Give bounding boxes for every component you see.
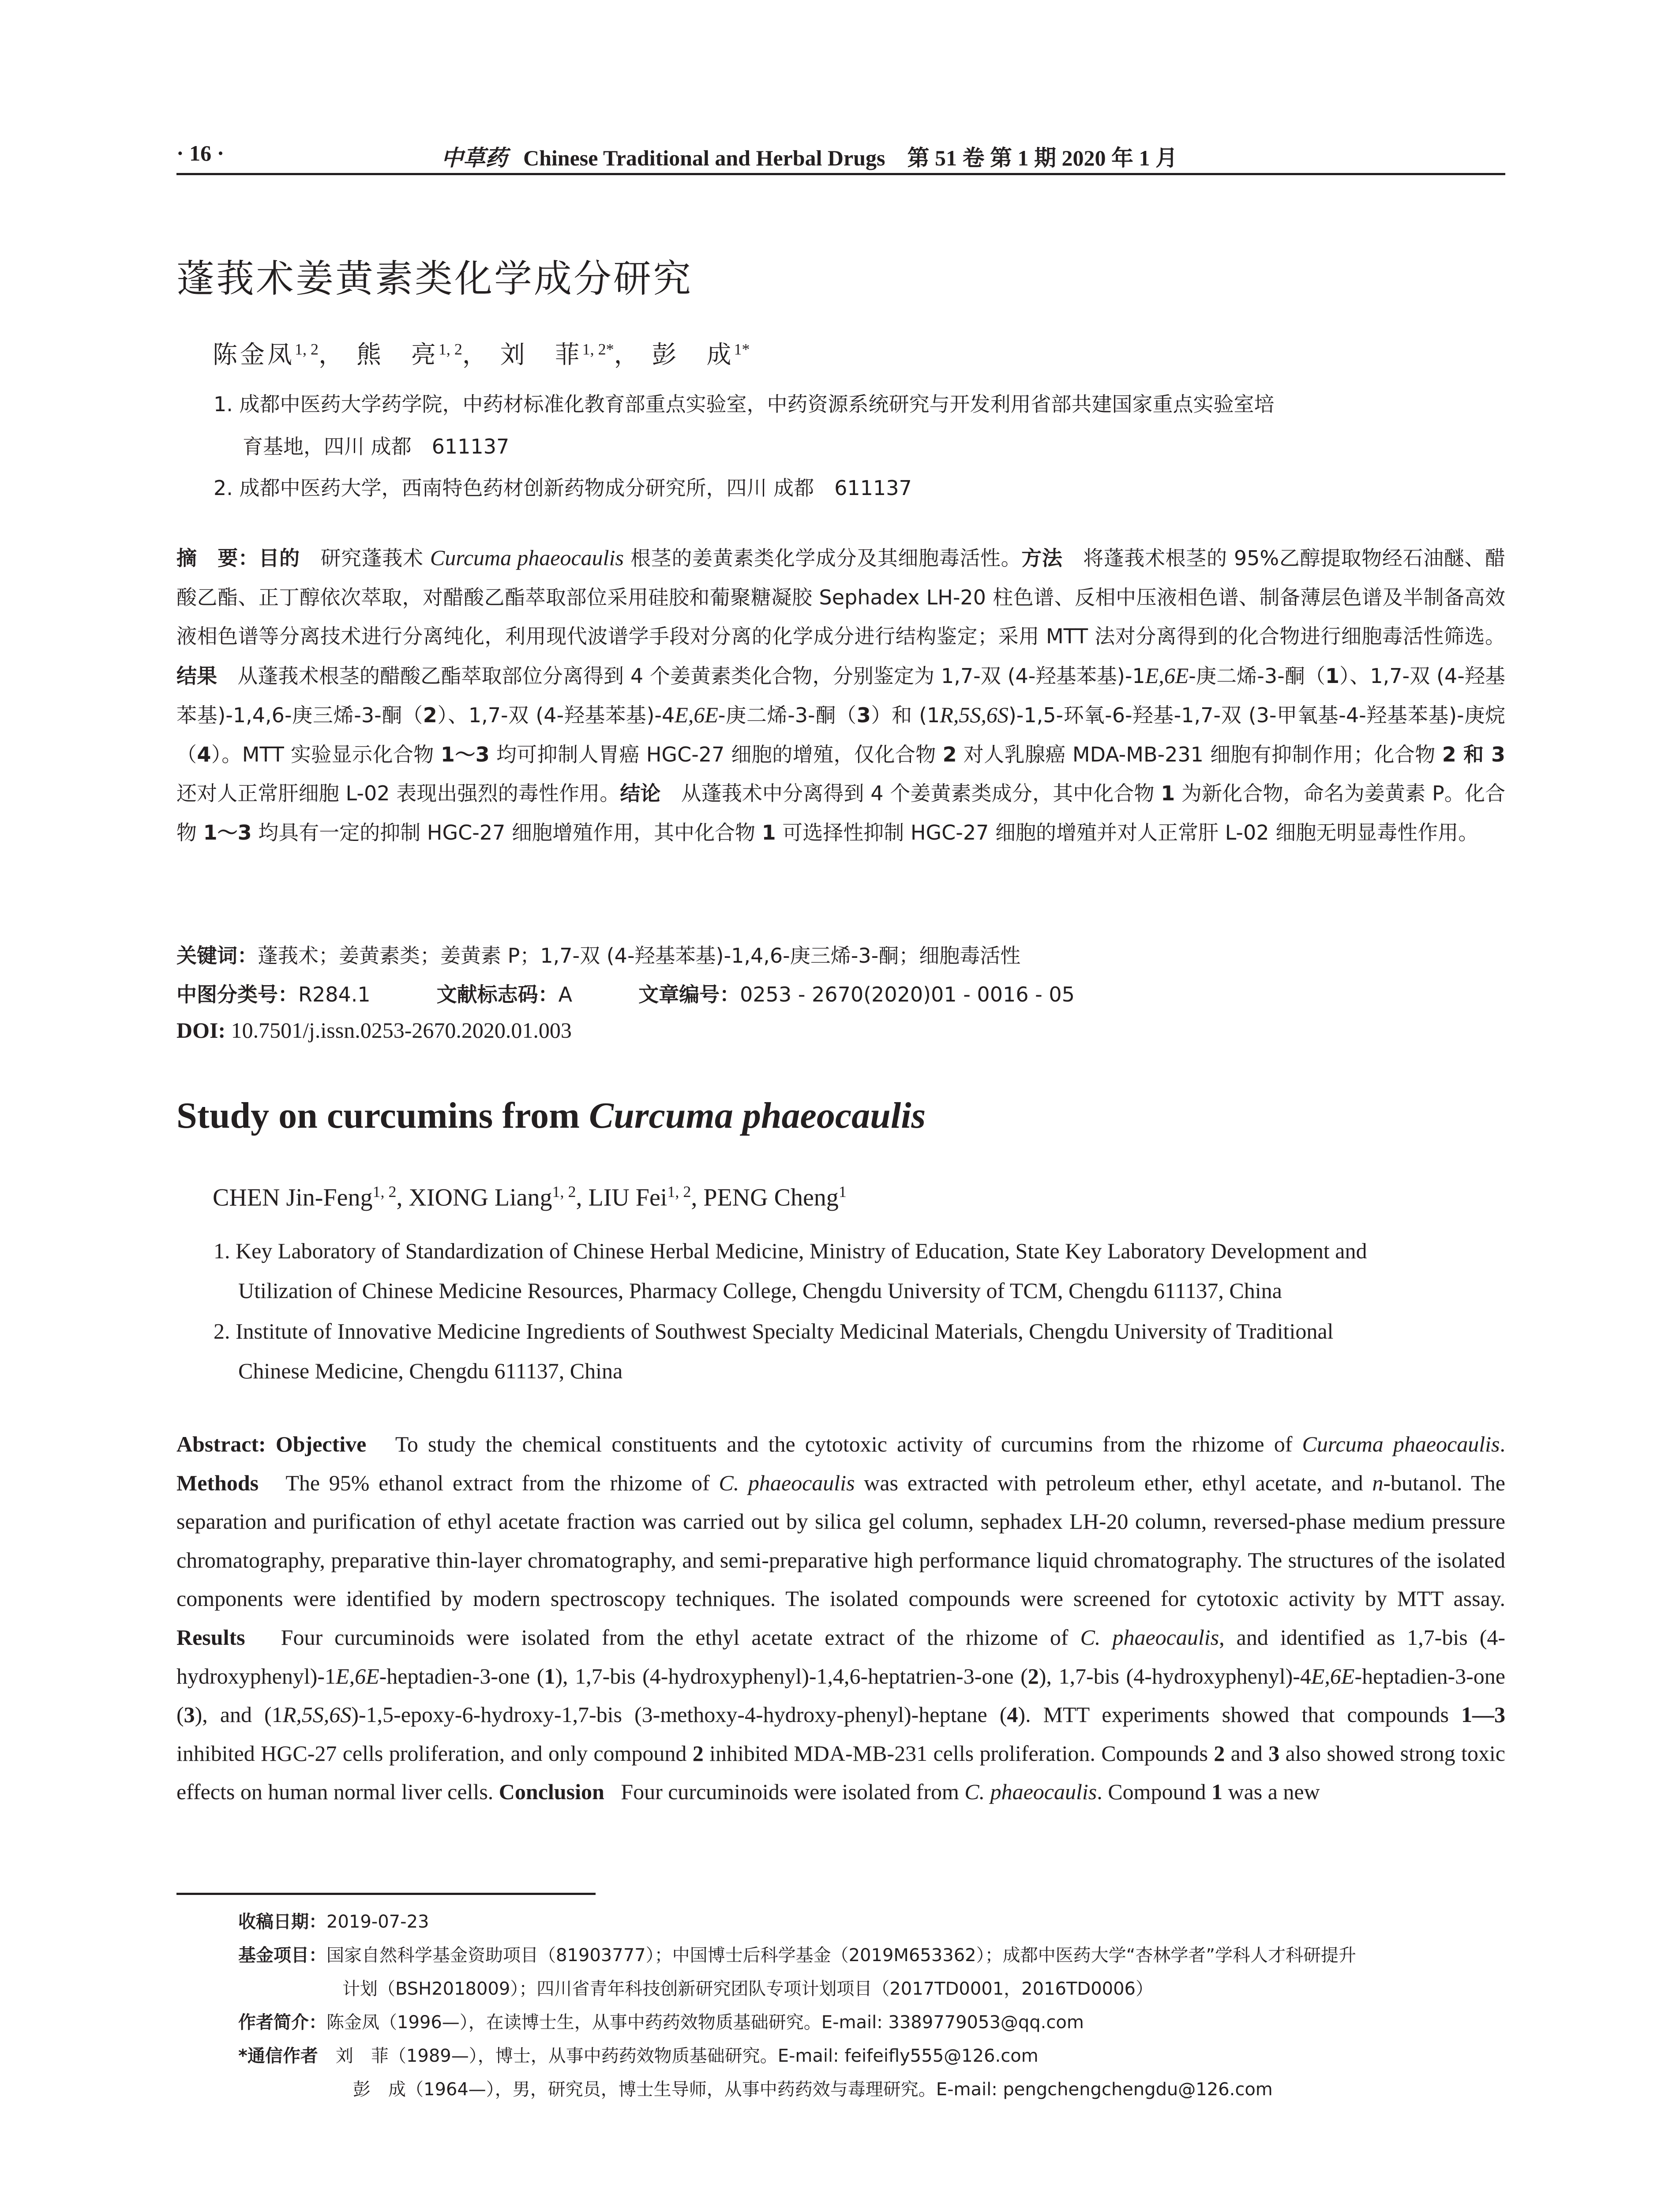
author-affiliation-marker: 1, 2 [372,1183,397,1201]
abstract-text: ）和 (1 [870,703,940,727]
abstract-text: ), and (1 [195,1702,283,1727]
abstract-text: was extracted with petroleum ether, ethyl acetate, and [855,1470,1372,1495]
english-abstract: Abstract: Objective To study the chemical constituents and the cytotoxic activity of curcumins from the rhizome of Curcuma phaeocaulis. Methods The 95% ethanol extract from the rhizome of C. phaeocaulis was extracted with petroleum ether, ethyl acetate, and n-butanol. The separation and purification of ethyl acetate fraction was carried out by silica gel column, sephadex LH-20 column, reversed-phase medium pressure chromatography, preparative thin-layer chromatography, and semi-preparative high performance liquid chromatography. The structures of the isolated components were identified by modern spectroscopy techniques. The isolated compounds were screened for cytotoxic activity by MTT assay. Results Four curcuminoids were isolated from the ethyl acetate extract of the rhizome of C. phaeocaulis, and identified as 1,7-bis (4-hydroxyphenyl)-1E,6E-heptadien-3-one (1), 1,7-bis (4-hydroxyphenyl)-1,4,6-heptatrien-3-one (2), 1,7-bis (4-hydroxyphenyl)-4E,6E-heptadien-3-one (3), and (1R,5S,6S)-1,5-epoxy-6-hydroxy-1,7-bis (3-methoxy-4-hydroxy-phenyl)-heptane (4). MTT experiments showed that compounds 1—3 inhibited HGC-27 cells proliferation, and only compound 2 inhibited MDA-MB-231 cells proliferation. Compounds 2 and 3 also showed strong toxic effects on human normal liver cells. Conclusion Four curcuminoids were isolated from C. phaeocaulis. Compound 1 was a new [176,1432,1505,1805]
abstract-text: 从蓬莪术根茎的醋酸乙酯萃取部位分离得到 4 个姜黄素类化合物，分别鉴定为 1,7-双 (4-羟基苯基)-1 [237,664,1145,688]
conclusion-label: Conclusion [499,1779,604,1805]
doc-code-value: A [558,983,573,1006]
compound-number: 2 [1028,1663,1039,1688]
compound-range: 1～3 [203,820,252,844]
species-name: C. phaeocaulis [1080,1624,1219,1650]
chinese-keywords [176,940,1020,969]
doi-line [176,1017,572,1043]
compound-number: 2 [692,1741,704,1766]
abstract-text: 均具有一定的抑制 HGC-27 细胞增殖作用，其中化合物 [251,820,762,844]
running-header [176,140,1505,171]
compound-number: 2 和 3 [1442,742,1506,766]
author-name: 陈金凤 [213,341,295,369]
results-label: Results [176,1624,245,1650]
abstract-text: 对人乳腺癌 MDA-MB-231 细胞有抑制作用；化合物 [956,742,1442,766]
author-name: LIU Fei [588,1184,668,1212]
abstract-text: -heptadien-3-one ( [176,1663,1505,1727]
objective-label: Objective [275,1432,367,1456]
received-label: 收稿日期： [238,1912,326,1932]
english-affiliation-2 [214,1311,1506,1391]
compound-number: 3 [184,1702,195,1727]
author-separator: ， [319,341,346,369]
title-species: Curcuma phaeocaulis [589,1095,926,1136]
compound-number: 2 [942,742,957,766]
corresponding-author-2: 彭 成（1964—），男，研究员，博士生导师，从事中药药效与毒理研究。E-mail: pengchengchengdu@126.com [353,2079,1273,2100]
stereo-descriptor: E,6E [336,1663,379,1688]
abstract-text: 将蓬莪术根茎的 95%乙醇提取物经石油醚、醋酸乙酯、正丁醇依次萃取，对醋酸乙酯萃取部位采用硅胶和葡聚糖凝胶 Sephadex LH-20 柱色谱、反相中压液相色谱、制备薄层色谱及半制备高效液相色谱等分离技术进行分离纯化，利用现代波谱学手段对分离的化学成分进行结构鉴定；采用 MTT 法对分离得到的化合物进行细胞毒活性筛选。 [176,546,1506,648]
abstract-text: ）。MTT 实验显示化合物 [211,742,441,766]
abstract-text: -庚二烯-3-酮（ [718,703,857,727]
author-affiliation-marker: 1, 2 [552,1183,576,1201]
chinese-affiliation-1 [214,383,1506,468]
abstract-text: )-1,5-epoxy-6-hydroxy-1,7-bis (3-methoxy-4-hydroxy-phenyl)-heptane ( [351,1702,1007,1727]
methods-label: 方法 [1021,546,1063,570]
species-name: Curcuma phaeocaulis [430,545,624,570]
compound-number: 1 [1211,1779,1222,1805]
abstract-text: The 95% ethanol extract from the rhizome of [285,1470,719,1495]
english-affiliation-1 [214,1231,1506,1310]
affiliation-line: 育基地，四川 成都 611137 [243,435,510,458]
n-prefix: n [1372,1470,1384,1495]
author-bio [238,2006,1084,2039]
abstract-text: and [1225,1741,1269,1766]
abstract-label: 摘 要： [176,546,259,570]
author-name: PENG Cheng [703,1184,839,1212]
objective-label: 目的 [259,546,300,570]
author-affiliation-marker: 1 [838,1183,847,1201]
compound-number: 1 [1161,781,1175,805]
abstract-text: ), 1,7-bis (4-hydroxyphenyl)-4 [1039,1663,1311,1688]
abstract-label: Abstract: [176,1432,266,1456]
affiliation-line: Chinese Medicine, Chengdu 611137, China [238,1358,623,1383]
abstract-text: 为新化合物，命名为姜黄素 P。化合物 [176,781,1506,844]
corresponding-label: *通信作者 [238,2046,318,2066]
abstract-text: 研究蓬莪术 [320,546,430,570]
abstract-text: 均可抑制人胃癌 HGC-27 细胞的增殖，仅化合物 [489,742,943,766]
class-label: 中图分类号： [176,983,298,1006]
author-separator: , [691,1184,704,1212]
author-separator: , [576,1184,589,1212]
corresponding-author-1 [238,2039,1039,2073]
author-affiliation-marker: 1, 2 [667,1183,691,1201]
received-date [238,1905,429,1939]
abstract-text: Four curcuminoids were isolated from [621,1779,965,1805]
author-affiliation-marker: 1* [734,340,750,358]
abstract-text: -庚二烯-3-酮（ [1189,664,1326,688]
abstract-text: also showed strong toxic effects on human normal liver cells. [176,1741,1505,1805]
author-separator: , [396,1184,409,1212]
author-bio-text: 陈金凤（1996—），在读博士生，从事中药药效物质基础研究。E-mail: 3389779053@qq.com [326,2012,1084,2033]
stereo-descriptor: R,5S,6S [940,702,1009,727]
author-affiliation-marker: 1, 2 [438,340,462,358]
doi-label: DOI: [176,1018,226,1043]
received-value: 2019-07-23 [326,1912,429,1932]
author-separator: ， [614,341,641,369]
author-name: 刘 菲 [500,341,582,369]
doc-code-label: 文献标志码： [436,983,559,1006]
funding-note [238,1939,1504,2006]
abstract-text: ）、1,7-双 (4-羟基苯基)-4 [437,703,675,727]
stereo-descriptor: E,6E [1145,663,1189,688]
abstract-text: 可选择性抑制 HGC-27 细胞的增殖并对人正常肝 L-02 细胞无明显毒性作用。 [776,820,1479,844]
methods-label: Methods [176,1470,259,1495]
abstract-text: ). MTT experiments showed that compounds [1018,1702,1461,1727]
abstract-text: , and identified as 1,7-bis (4-hydroxyphenyl)-1 [176,1624,1505,1688]
affiliation-line: 1. Key Laboratory of Standardization of Chinese Herbal Medicine, Ministry of Education, State Key Laboratory Development and [214,1238,1367,1263]
compound-range: 1—3 [1461,1702,1505,1727]
results-label: 结果 [176,664,218,688]
fund-text: 计划（BSH2018009）；四川省青年科技创新研究团队专项计划项目（2017TD0001，2016TD0006） [342,1979,1154,1999]
author-name: 熊 亮 [356,341,439,369]
affiliation-line: 1. 成都中医药大学药学院，中药材标准化教育部重点实验室，中药资源系统研究与开发利用省部共建国家重点实验室培 [214,392,1275,416]
page-number: · 16 · [176,141,225,165]
abstract-text: ）、1,7-双 (4-羟基苯基)-1,4,6-庚三烯-3-酮（ [176,664,1506,727]
author-separator: ， [462,341,490,369]
compound-number: 4 [1007,1702,1018,1727]
keywords-label: 关键词： [176,944,258,968]
author-name: XIONG Liang [409,1184,552,1212]
fund-text: 国家自然科学基金资助项目（81903777）；中国博士后科学基金（2019M653362）；成都中医药大学“杏林学者”学科人才科研提升 [326,1945,1357,1966]
species-name: C. phaeocaulis [964,1779,1097,1805]
abstract-text: 从蓬莪术中分离得到 4 个姜黄素类成分，其中化合物 [681,781,1161,805]
compound-number: 3 [1268,1741,1280,1766]
abstract-text: -butanol. The separation and purification of ethyl acetate fraction was carried out by silica gel column, sephadex LH-20 column, reversed-phase medium pressure chromatography, preparative thin-layer chromatography, and semi-preparative high performance liquid chromatography. The structures of the isolated components were identified by modern spectroscopy techniques. The isolated compounds were screened for cytotoxic activity by MTT assay. [176,1470,1505,1611]
affiliation-line: Utilization of Chinese Medicine Resources, Pharmacy College, Chengdu University of TCM, Chengdu 611137, China [238,1278,1282,1303]
abstract-text: To study the chemical constituents and the cytotoxic activity of curcumins from the rhizome of [395,1432,1302,1456]
doi-value[interactable]: 10.7501/j.issn.0253-2670.2020.01.003 [225,1018,572,1043]
compound-number: 1 [1325,664,1340,688]
english-authors [213,1182,847,1212]
author-affiliation-marker: 1, 2 [295,340,319,358]
stereo-descriptor: R,5S,6S [282,1702,352,1727]
compound-number: 1 [544,1663,555,1688]
keywords-text: 蓬莪术；姜黄素类；姜黄素 P；1,7-双 (4-羟基苯基)-1,4,6-庚三烯-3-酮；细胞毒活性 [258,944,1021,968]
stereo-descriptor: E,6E [675,702,718,727]
affiliation-line: 2. 成都中医药大学，西南特色药材创新药物成分研究所，四川 成都 611137 [214,476,912,500]
compound-range: 1～3 [440,742,490,766]
compound-number: 2 [423,703,437,727]
class-value: R284.1 [298,983,371,1006]
chinese-affiliation-2 [214,467,1506,509]
compound-number: 1 [761,820,776,844]
article-number-label: 文章编号： [638,983,740,1006]
journal-brand: 中草药 [441,145,507,171]
author-name: 彭 成 [652,341,734,369]
abstract-text: Four curcuminoids were isolated from the ethyl acetate extract of the rhizome of [281,1624,1080,1650]
abstract-text: inhibited MDA-MB-231 cells proliferation. Compounds [703,1741,1214,1766]
fund-label: 基金项目： [238,1945,326,1966]
title-text: Study on curcumins from [176,1095,589,1136]
abstract-text: 还对人正常肝细胞 L-02 表现出强烈的毒性作用。 [176,781,620,805]
header-rule [176,173,1505,175]
abstract-text: )-1,5-环氧-6-羟基-1,7-双 (3-甲氧基-4-羟基苯基)-庚烷（ [176,703,1505,766]
abstract-text: ), 1,7-bis (4-hydroxyphenyl)-1,4,6-heptatrien-3-one ( [555,1663,1028,1688]
species-name: C. phaeocaulis [719,1470,855,1495]
article-number-value: 0253 - 2670(2020)01 - 0016 - 05 [740,983,1075,1006]
chinese-abstract [176,538,1505,852]
abstract-text: 根茎的姜黄素类化学成分及其细胞毒活性。 [623,546,1022,570]
author-bio-label: 作者简介： [238,2012,326,2033]
footnote-rule [176,1893,596,1895]
author-name: CHEN Jin-Feng [213,1184,373,1212]
affiliation-line: 2. Institute of Innovative Medicine Ingredients of Southwest Specialty Medicinal Materials, Chengdu University of Traditional [214,1319,1334,1343]
abstract-text: was a new [1222,1779,1320,1805]
author-affiliation-marker: 1, 2* [582,340,614,358]
conclusion-label: 结论 [620,781,661,805]
abstract-text: . Compound [1097,1779,1211,1805]
classification-line [176,979,1075,1008]
compound-number: 4 [197,742,211,766]
stereo-descriptor: E,6E [1311,1663,1355,1688]
corresponding-text: 刘 菲（1989—），博士，从事中药药效物质基础研究。E-mail: feifeifly555@126.com [318,2046,1039,2066]
compound-number: 2 [1214,1741,1225,1766]
species-name: Curcuma phaeocaulis [1302,1432,1500,1456]
journal-info [441,140,1566,172]
journal-line: Chinese Traditional and Herbal Drugs 第 51 卷 第 1 期 2020 年 1 月 [523,146,1178,170]
chinese-title: 蓬莪术姜黄素类化学成分研究 [176,257,693,301]
chinese-authors [213,335,750,371]
english-title [176,1094,926,1137]
compound-number: 3 [856,703,871,727]
abstract-text: inhibited HGC-27 cells proliferation, and only compound [176,1741,693,1766]
abstract-text: -heptadien-3-one ( [379,1663,544,1688]
